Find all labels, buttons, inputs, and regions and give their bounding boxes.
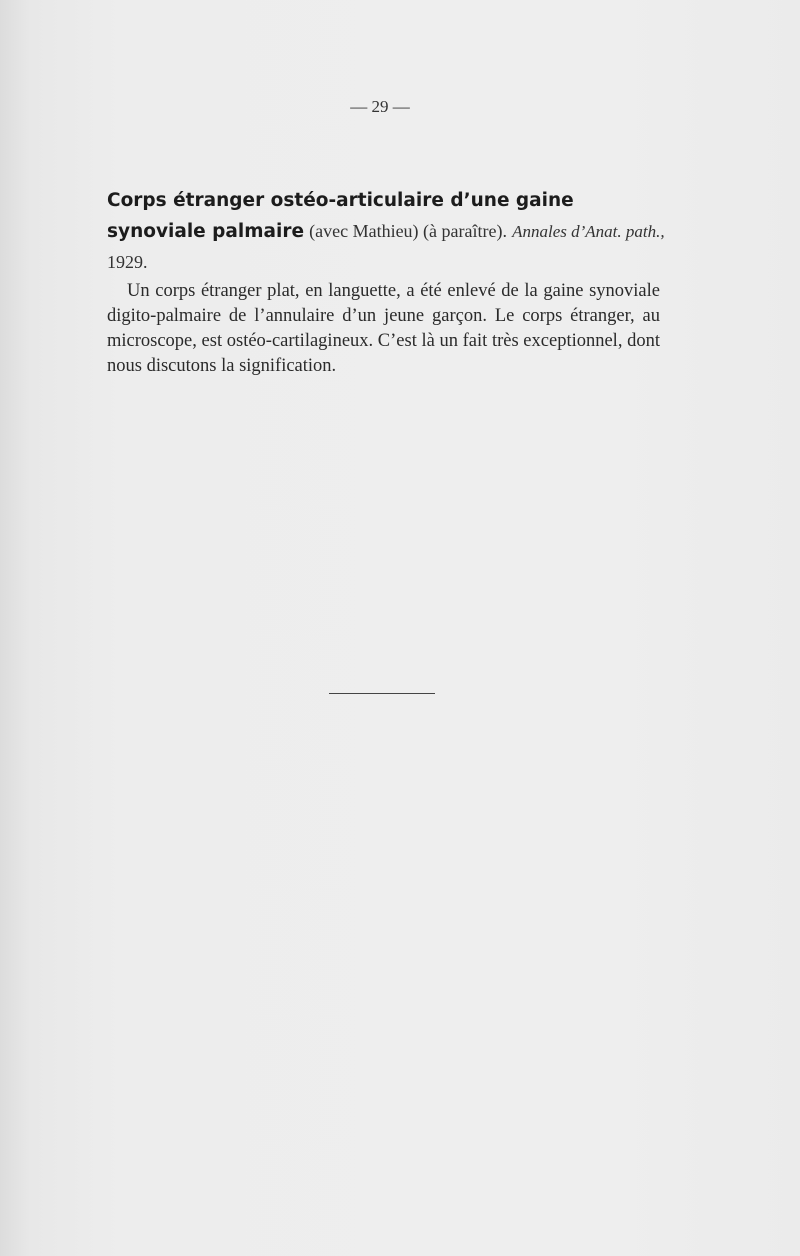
entry-abstract: Un corps étranger plat, en languette, a été enlevé de la gaine synoviale digito-palmaire de l’annulaire d’un jeune garçon. Le corps étranger, au microscope, est ostéo-cartilagineux. C’est là un fait très exceptionnel, dont nous discutons la signification. [107, 281, 660, 376]
page-number: — 29 — [350, 97, 410, 116]
section-divider [329, 693, 435, 694]
bibliography-entry [107, 186, 667, 278]
entry-year: 1929. [107, 252, 148, 272]
entry-coauthor: (avec Mathieu) (à paraître). [309, 221, 507, 241]
entry-journal: Annales d’Anat. path., [512, 222, 665, 241]
entry-title: Corps étranger ostéo-articulaire d’une gaine synoviale palmaire [107, 190, 574, 242]
